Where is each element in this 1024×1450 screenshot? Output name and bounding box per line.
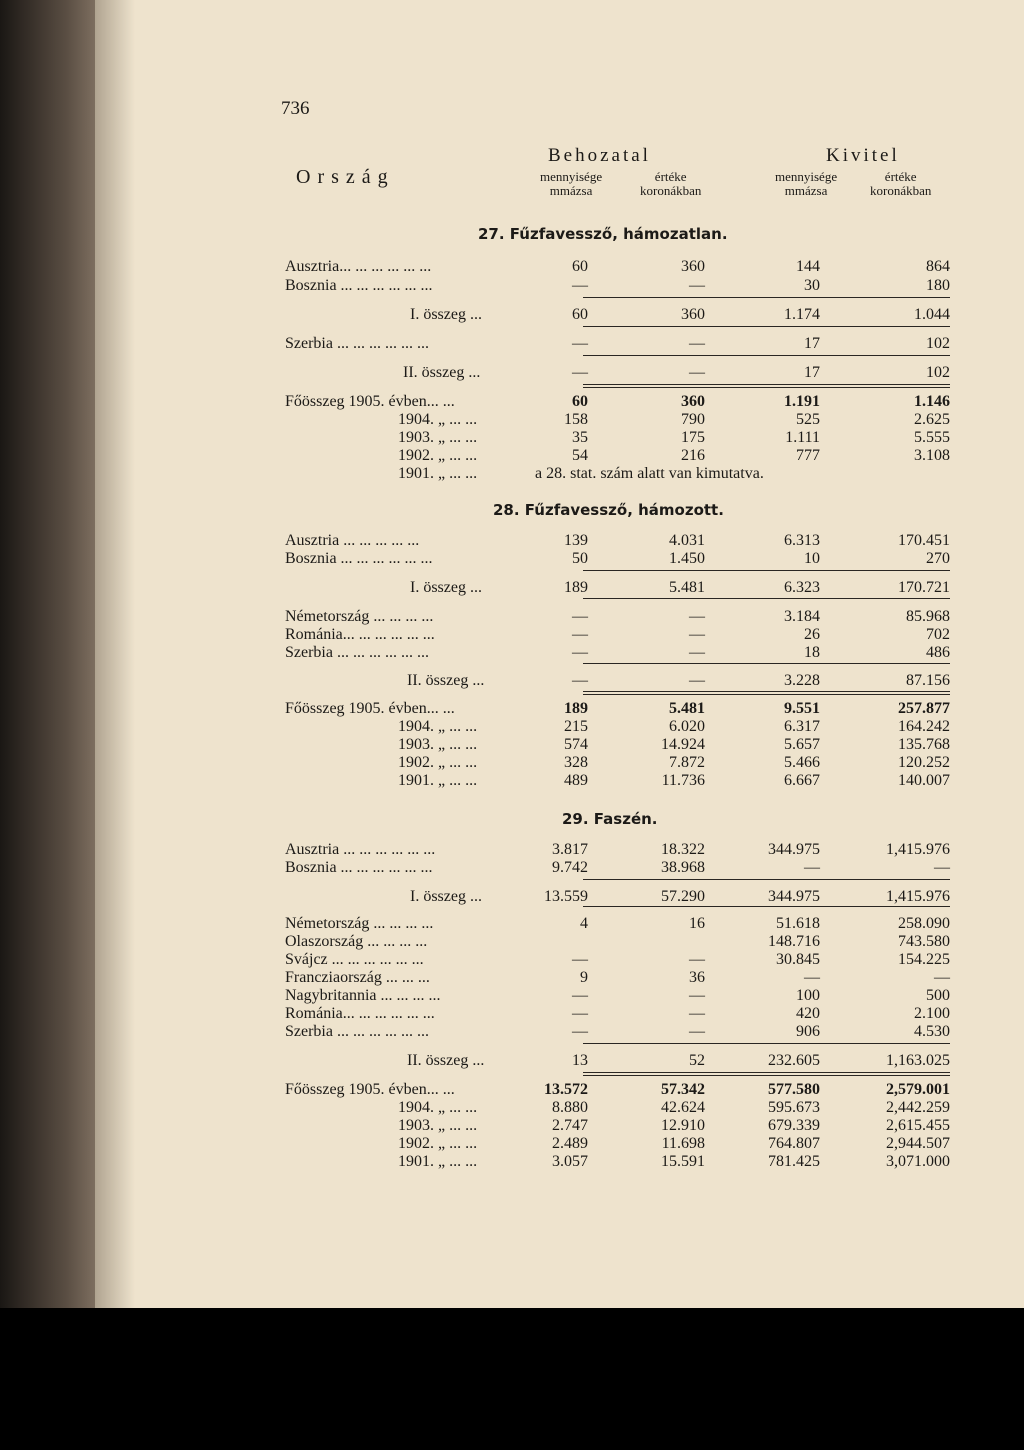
export-quantity: — [804, 859, 820, 876]
table-rule [583, 326, 950, 327]
import-quantity: 35 [572, 429, 588, 446]
row-label: Németország ... ... ... ... [285, 608, 434, 625]
import-quantity: 489 [564, 772, 588, 789]
table-rule [583, 387, 950, 388]
row-label: II. összeg ... [407, 1052, 485, 1069]
import-value: 42.624 [661, 1099, 705, 1116]
export-quantity: 777 [796, 447, 820, 464]
export-value: — [934, 859, 950, 876]
row-label: 1901. „ ... ... [398, 465, 478, 482]
import-value: 5.481 [669, 700, 705, 717]
import-quantity: 50 [572, 550, 588, 567]
row-label: Ausztria ... ... ... ... ... ... [285, 841, 436, 858]
import-quantity: 60 [572, 393, 588, 410]
export-quantity: 30 [804, 277, 820, 294]
export-value: 154.225 [898, 951, 950, 968]
import-quantity: 13.559 [544, 888, 588, 905]
export-value: 120.252 [898, 754, 950, 771]
export-quantity: — [804, 969, 820, 986]
table-rule [583, 355, 950, 356]
section-title: 29. Faszén. [562, 810, 658, 828]
table-row [285, 969, 950, 987]
import-value: — [689, 1023, 705, 1040]
header-export-val-unit: koronákban [870, 183, 932, 198]
import-value: 1.450 [669, 550, 705, 567]
table-row [285, 258, 950, 276]
table-row [285, 915, 950, 933]
row-label: 1903. „ ... ... [398, 736, 478, 753]
row-label: Szerbia ... ... ... ... ... ... [285, 644, 429, 661]
import-quantity: — [572, 1023, 588, 1040]
export-quantity: 26 [804, 626, 820, 643]
import-value: — [689, 644, 705, 661]
table-row [285, 1099, 950, 1117]
import-quantity: 139 [564, 532, 588, 549]
row-label: 1903. „ ... ... [398, 429, 478, 446]
table-row [285, 736, 950, 754]
row-label: Bosznia ... ... ... ... ... ... [285, 550, 433, 567]
table-rule [583, 694, 950, 695]
export-value: 2,442.259 [886, 1099, 950, 1116]
export-quantity: 595.673 [768, 1099, 820, 1116]
table-row [285, 933, 950, 951]
table-row [285, 277, 950, 295]
row-label: II. összeg ... [403, 364, 481, 381]
row-label: I. összeg ... [410, 579, 482, 596]
import-value: 790 [681, 411, 705, 428]
table-row [285, 700, 950, 718]
table-row [285, 1117, 950, 1135]
import-value: 6.020 [669, 718, 705, 735]
export-value: 180 [926, 277, 950, 294]
import-quantity: — [572, 277, 588, 294]
export-quantity: 679.339 [768, 1117, 820, 1134]
import-quantity: — [572, 951, 588, 968]
import-quantity: 3.817 [552, 841, 588, 858]
row-label: Nagybritannia ... ... ... ... [285, 987, 441, 1004]
table-row [285, 987, 950, 1005]
export-value: 486 [926, 644, 950, 661]
import-value: 38.968 [661, 859, 705, 876]
import-value: — [689, 626, 705, 643]
export-quantity: 6.323 [784, 579, 820, 596]
export-quantity: 344.975 [768, 841, 820, 858]
export-quantity: 17 [804, 364, 820, 381]
import-value: 360 [681, 393, 705, 410]
import-quantity: — [572, 626, 588, 643]
page-number: 736 [281, 98, 310, 119]
table-rule [583, 879, 950, 880]
import-quantity: — [572, 1005, 588, 1022]
row-label: 1902. „ ... ... [398, 754, 478, 771]
table-row [285, 626, 950, 644]
export-quantity: 10 [804, 550, 820, 567]
import-quantity: — [572, 672, 588, 689]
header-import-qty-unit: mmázsa [549, 183, 593, 198]
row-label: II. összeg ... [407, 672, 485, 689]
import-quantity: 13.572 [544, 1081, 588, 1098]
table-rule [583, 1075, 950, 1076]
row-label: 1901. „ ... ... [398, 772, 478, 789]
import-value: 57.290 [661, 888, 705, 905]
export-value: 87.156 [906, 672, 950, 689]
header-import-val-unit: koronákban [640, 183, 702, 198]
row-label: Főösszeg 1905. évben... ... [285, 393, 455, 410]
table-row [285, 951, 950, 969]
table-row [285, 1153, 950, 1171]
import-value: — [689, 987, 705, 1004]
row-label: Románia... ... ... ... ... ... [285, 626, 435, 643]
export-value: 135.768 [898, 736, 950, 753]
header-import-title: Behozatal [548, 145, 651, 166]
export-value: 702 [926, 626, 950, 643]
import-quantity: 215 [564, 718, 588, 735]
export-quantity: 17 [804, 335, 820, 352]
import-value: 12.910 [661, 1117, 705, 1134]
import-quantity: — [572, 644, 588, 661]
export-value: 2,615.455 [886, 1117, 950, 1134]
table-row [285, 335, 950, 353]
import-value: 18.322 [661, 841, 705, 858]
export-value: 1,415.976 [886, 888, 950, 905]
import-value: 7.872 [669, 754, 705, 771]
import-value: — [689, 608, 705, 625]
row-label: Olaszország ... ... ... ... [285, 933, 428, 950]
row-label: Románia... ... ... ... ... ... [285, 1005, 435, 1022]
table-row [285, 754, 950, 772]
export-value: 743.580 [898, 933, 950, 950]
table-rule [583, 570, 950, 571]
import-value: — [689, 1005, 705, 1022]
import-value: 52 [689, 1052, 705, 1069]
row-label: Németország ... ... ... ... [285, 915, 434, 932]
table-rule [583, 297, 950, 298]
table-row [285, 772, 950, 790]
export-quantity: 51.618 [776, 915, 820, 932]
export-value: 500 [926, 987, 950, 1004]
import-quantity: 328 [564, 754, 588, 771]
table-rule [583, 598, 950, 599]
import-value: 5.481 [669, 579, 705, 596]
row-label: Szerbia ... ... ... ... ... ... [285, 335, 429, 352]
table-row [285, 306, 950, 324]
table-row [285, 429, 950, 447]
row-label: Bosznia ... ... ... ... ... ... [285, 277, 433, 294]
import-quantity: 189 [564, 700, 588, 717]
table-rule [583, 663, 950, 664]
table-rule [583, 1072, 950, 1073]
export-value: 4.530 [914, 1023, 950, 1040]
import-quantity: 3.057 [552, 1153, 588, 1170]
export-quantity: 3.228 [784, 672, 820, 689]
table-row [285, 1005, 950, 1023]
table-row [285, 532, 950, 550]
table-row [285, 1081, 950, 1099]
table-row [285, 841, 950, 859]
import-value: — [689, 672, 705, 689]
import-quantity: 54 [572, 447, 588, 464]
export-value: 102 [926, 335, 950, 352]
export-quantity: 1.111 [785, 429, 820, 446]
import-value: 11.698 [661, 1135, 705, 1152]
export-quantity: 9.551 [784, 700, 820, 717]
export-value: 164.242 [898, 718, 950, 735]
import-value: 36 [689, 969, 705, 986]
export-quantity: 5.466 [784, 754, 820, 771]
table-row [285, 608, 950, 626]
table-row [285, 1023, 950, 1041]
export-value: 140.007 [898, 772, 950, 789]
export-quantity: 344.975 [768, 888, 820, 905]
import-quantity: — [572, 987, 588, 1004]
import-quantity: 60 [572, 306, 588, 323]
export-quantity: 6.667 [784, 772, 820, 789]
import-value: — [689, 364, 705, 381]
export-quantity: 6.317 [784, 718, 820, 735]
import-quantity: 574 [564, 736, 588, 753]
export-quantity: 764.807 [768, 1135, 820, 1152]
table-rule [583, 691, 950, 692]
import-quantity: 9 [580, 969, 588, 986]
table-rule [583, 384, 950, 385]
export-value: 170.451 [898, 532, 950, 549]
import-value: 175 [681, 429, 705, 446]
import-value: 15.591 [661, 1153, 705, 1170]
export-value: 102 [926, 364, 950, 381]
export-value: 257.877 [898, 700, 950, 717]
header-export-qty-label: mennyisége [775, 169, 838, 184]
export-value: 5.555 [914, 429, 950, 446]
export-quantity: 6.313 [784, 532, 820, 549]
export-quantity: 18 [804, 644, 820, 661]
header-export-val-label: értéke [884, 169, 917, 184]
export-quantity: 525 [796, 411, 820, 428]
export-quantity: 144 [796, 258, 820, 275]
export-value: 1,163.025 [886, 1052, 950, 1069]
row-label: 1902. „ ... ... [398, 447, 478, 464]
row-label: 1902. „ ... ... [398, 1135, 478, 1152]
table-row [285, 393, 950, 411]
import-value: 14.924 [661, 736, 705, 753]
export-quantity: 577.580 [768, 1081, 820, 1098]
header-import-qty-label: mennyisége [540, 169, 603, 184]
table-row [285, 447, 950, 465]
export-quantity: 232.605 [768, 1052, 820, 1069]
row-label: Főösszeg 1905. évben... ... [285, 700, 455, 717]
import-value: — [689, 335, 705, 352]
row-label: 1904. „ ... ... [398, 411, 478, 428]
table-row [285, 1135, 950, 1153]
export-value: 258.090 [898, 915, 950, 932]
row-label: Szerbia ... ... ... ... ... ... [285, 1023, 429, 1040]
import-quantity: — [572, 335, 588, 352]
export-quantity: 148.716 [768, 933, 820, 950]
export-value: 2,944.507 [886, 1135, 950, 1152]
import-quantity: 9.742 [552, 859, 588, 876]
import-quantity: 158 [564, 411, 588, 428]
import-quantity: 60 [572, 258, 588, 275]
export-value: 85.968 [906, 608, 950, 625]
row-label: Ausztria... ... ... ... ... ... [285, 258, 432, 275]
import-value: — [689, 277, 705, 294]
table-row [285, 411, 950, 429]
import-quantity: 189 [564, 579, 588, 596]
row-label: I. összeg ... [410, 888, 482, 905]
table-row [285, 672, 950, 690]
import-quantity: 2.747 [552, 1117, 588, 1134]
export-quantity: 100 [796, 987, 820, 1004]
table-row [285, 550, 950, 568]
import-quantity: — [572, 608, 588, 625]
export-value: 270 [926, 550, 950, 567]
row-label: Főösszeg 1905. évben... ... [285, 1081, 455, 1098]
import-quantity: 4 [580, 915, 588, 932]
section-title: 27. Fűzfavessző, hámozatlan. [478, 225, 728, 243]
row-note: a 28. stat. szám alatt van kimutatva. [535, 465, 764, 482]
header-country: Ország [296, 166, 395, 188]
export-value: 170.721 [898, 579, 950, 596]
row-label: Bosznia ... ... ... ... ... ... [285, 859, 433, 876]
section-title: 28. Fűzfavessző, hámozott. [493, 501, 724, 519]
table-row [285, 718, 950, 736]
export-value: 2,579.001 [886, 1081, 950, 1098]
import-quantity: — [572, 364, 588, 381]
row-label: 1901. „ ... ... [398, 1153, 478, 1170]
export-quantity: 906 [796, 1023, 820, 1040]
export-quantity: 1.191 [784, 393, 820, 410]
import-quantity: 2.489 [552, 1135, 588, 1152]
table-row [285, 579, 950, 597]
header-export-title: Kivitel [826, 145, 900, 166]
export-quantity: 1.174 [784, 306, 820, 323]
import-value: 4.031 [669, 532, 705, 549]
export-value: 1.044 [914, 306, 950, 323]
import-value: 16 [689, 915, 705, 932]
export-quantity: 30.845 [776, 951, 820, 968]
export-quantity: 781.425 [768, 1153, 820, 1170]
export-value: 1.146 [914, 393, 950, 410]
header-export-qty-unit: mmázsa [784, 183, 828, 198]
import-value: 11.736 [661, 772, 705, 789]
import-quantity: 8.880 [552, 1099, 588, 1116]
table-row [285, 888, 950, 906]
table-rule [583, 1043, 950, 1044]
table-row [285, 465, 950, 483]
table-rule [583, 906, 950, 907]
table-row [285, 644, 950, 662]
export-value: 864 [926, 258, 950, 275]
row-label: Francziaország ... ... ... [285, 969, 430, 986]
import-value: 216 [681, 447, 705, 464]
table-row [285, 1052, 950, 1070]
import-value: 360 [681, 306, 705, 323]
header-import-val [640, 170, 701, 198]
row-label: Ausztria ... ... ... ... ... [285, 532, 420, 549]
import-value: 360 [681, 258, 705, 275]
import-value: — [689, 951, 705, 968]
header-export-val [870, 170, 931, 198]
export-value: 1,415.976 [886, 841, 950, 858]
table-row [285, 364, 950, 382]
header-export-qty [775, 170, 837, 198]
export-value: 2.100 [914, 1005, 950, 1022]
row-label: 1904. „ ... ... [398, 1099, 478, 1116]
row-label: 1904. „ ... ... [398, 718, 478, 735]
header-import-qty [540, 170, 602, 198]
export-value: — [934, 969, 950, 986]
row-label: Svájcz ... ... ... ... ... ... [285, 951, 424, 968]
export-value: 3,071.000 [886, 1153, 950, 1170]
row-label: I. összeg ... [410, 306, 482, 323]
import-value: 57.342 [661, 1081, 705, 1098]
export-quantity: 420 [796, 1005, 820, 1022]
table-row [285, 859, 950, 877]
export-value: 2.625 [914, 411, 950, 428]
book-binding [0, 0, 95, 1308]
import-quantity: 13 [572, 1052, 588, 1069]
export-quantity: 5.657 [784, 736, 820, 753]
header-import-val-label: értéke [654, 169, 687, 184]
export-value: 3.108 [914, 447, 950, 464]
export-quantity: 3.184 [784, 608, 820, 625]
row-label: 1903. „ ... ... [398, 1117, 478, 1134]
